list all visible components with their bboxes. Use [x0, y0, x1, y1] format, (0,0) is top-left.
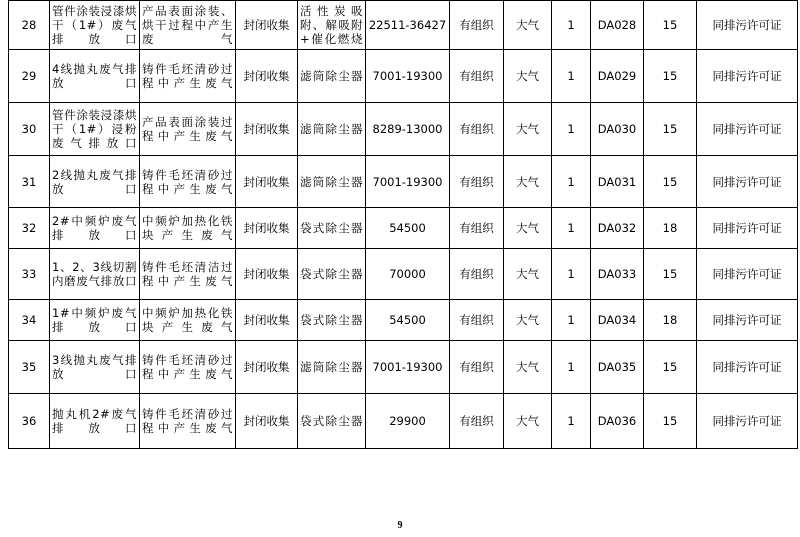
outlet-count-cell: 1 [552, 249, 591, 300]
pollution-source-cell: 产品表面涂装过程中产生废气 [140, 103, 236, 156]
outlet-count-cell: 1 [552, 156, 591, 208]
pollution-source-cell: 铸件毛坯清砂过程中产生废气 [140, 341, 236, 394]
collection-method-cell: 封闭收集 [236, 1, 298, 50]
row-number-cell: 30 [9, 103, 50, 156]
collection-method-cell: 封闭收集 [236, 394, 298, 449]
table-row [9, 300, 798, 341]
outlet-count-cell: 1 [552, 50, 591, 103]
permit-basis-cell: 同排污许可证 [697, 341, 798, 394]
air-volume-cell: 29900 [366, 394, 450, 449]
table-body [9, 1, 798, 449]
table-row [9, 50, 798, 103]
emission-outlet-table [8, 0, 798, 449]
outlet-code-cell: DA032 [591, 208, 644, 249]
treatment-facility-cell: 滤筒除尘器 [298, 50, 366, 103]
permit-basis-cell: 同排污许可证 [697, 50, 798, 103]
pollution-source-cell: 铸件毛坯清砂过程中产生废气 [140, 50, 236, 103]
row-number-cell: 31 [9, 156, 50, 208]
stack-height-cell: 15 [644, 156, 697, 208]
air-volume-cell: 70000 [366, 249, 450, 300]
emission-medium-cell: 大气 [504, 300, 552, 341]
row-number-cell: 32 [9, 208, 50, 249]
air-volume-cell: 54500 [366, 208, 450, 249]
permit-basis-cell: 同排污许可证 [697, 394, 798, 449]
emission-form-cell: 有组织 [450, 249, 504, 300]
stack-height-cell: 15 [644, 249, 697, 300]
table-row [9, 341, 798, 394]
emission-medium-cell: 大气 [504, 103, 552, 156]
row-number-cell: 34 [9, 300, 50, 341]
emission-medium-cell: 大气 [504, 50, 552, 103]
outlet-name-cell: 1#中频炉废气排放口 [50, 300, 140, 341]
treatment-facility-cell: 滤筒除尘器 [298, 156, 366, 208]
emission-form-cell: 有组织 [450, 156, 504, 208]
outlet-name-cell: 抛丸机2#废气排放口 [50, 394, 140, 449]
treatment-facility-cell: 滤筒除尘器 [298, 103, 366, 156]
collection-method-cell: 封闭收集 [236, 300, 298, 341]
table-row [9, 103, 798, 156]
page-number: 9 [397, 520, 403, 531]
emission-form-cell: 有组织 [450, 300, 504, 341]
collection-method-cell: 封闭收集 [236, 103, 298, 156]
outlet-name-cell: 3线抛丸废气排放口 [50, 341, 140, 394]
emission-form-cell: 有组织 [450, 341, 504, 394]
table-row [9, 249, 798, 300]
permit-basis-cell: 同排污许可证 [697, 1, 798, 50]
permit-basis-cell: 同排污许可证 [697, 103, 798, 156]
outlet-count-cell: 1 [552, 341, 591, 394]
air-volume-cell: 7001-19300 [366, 50, 450, 103]
collection-method-cell: 封闭收集 [236, 249, 298, 300]
stack-height-cell: 15 [644, 103, 697, 156]
emission-medium-cell: 大气 [504, 156, 552, 208]
air-volume-cell: 54500 [366, 300, 450, 341]
outlet-code-cell: DA034 [591, 300, 644, 341]
stack-height-cell: 18 [644, 300, 697, 341]
outlet-code-cell: DA029 [591, 50, 644, 103]
permit-basis-cell: 同排污许可证 [697, 208, 798, 249]
air-volume-cell: 22511-36427 [366, 1, 450, 50]
outlet-count-cell: 1 [552, 394, 591, 449]
collection-method-cell: 封闭收集 [236, 208, 298, 249]
permit-basis-cell: 同排污许可证 [697, 300, 798, 341]
emission-medium-cell: 大气 [504, 249, 552, 300]
treatment-facility-cell: 袋式除尘器 [298, 249, 366, 300]
table-row [9, 394, 798, 449]
treatment-facility-cell: 袋式除尘器 [298, 300, 366, 341]
outlet-code-cell: DA028 [591, 1, 644, 50]
collection-method-cell: 封闭收集 [236, 341, 298, 394]
emission-form-cell: 有组织 [450, 50, 504, 103]
emission-medium-cell: 大气 [504, 341, 552, 394]
stack-height-cell: 15 [644, 50, 697, 103]
emission-form-cell: 有组织 [450, 208, 504, 249]
outlet-name-cell: 1、2、3线切割内磨废气排放口 [50, 249, 140, 300]
outlet-code-cell: DA033 [591, 249, 644, 300]
pollution-source-cell: 铸件毛坯清砂过程中产生废气 [140, 156, 236, 208]
outlet-code-cell: DA036 [591, 394, 644, 449]
emission-form-cell: 有组织 [450, 1, 504, 50]
air-volume-cell: 7001-19300 [366, 341, 450, 394]
emission-medium-cell: 大气 [504, 1, 552, 50]
outlet-code-cell: DA035 [591, 341, 644, 394]
outlet-code-cell: DA030 [591, 103, 644, 156]
treatment-facility-cell: 袋式除尘器 [298, 394, 366, 449]
table-row [9, 1, 798, 50]
row-number-cell: 29 [9, 50, 50, 103]
outlet-count-cell: 1 [552, 103, 591, 156]
outlet-name-cell: 2线抛丸废气排放口 [50, 156, 140, 208]
emission-form-cell: 有组织 [450, 394, 504, 449]
outlet-count-cell: 1 [552, 300, 591, 341]
row-number-cell: 35 [9, 341, 50, 394]
outlet-name-cell: 管件涂装浸漆烘干（1#）废气排放口 [50, 1, 140, 50]
row-number-cell: 28 [9, 1, 50, 50]
collection-method-cell: 封闭收集 [236, 156, 298, 208]
treatment-facility-cell: 袋式除尘器 [298, 208, 366, 249]
permit-basis-cell: 同排污许可证 [697, 249, 798, 300]
treatment-facility-cell: 活性炭吸附、解吸附+催化燃烧 [298, 1, 366, 50]
pollution-source-cell: 产品表面涂装、烘干过程中产生废气 [140, 1, 236, 50]
outlet-name-cell: 管件涂装浸漆烘干（1#）浸粉废气排放口 [50, 103, 140, 156]
table-row [9, 156, 798, 208]
collection-method-cell: 封闭收集 [236, 50, 298, 103]
stack-height-cell: 15 [644, 341, 697, 394]
pollution-source-cell: 中频炉加热化铁块产生废气 [140, 300, 236, 341]
stack-height-cell: 18 [644, 208, 697, 249]
permit-basis-cell: 同排污许可证 [697, 156, 798, 208]
outlet-count-cell: 1 [552, 1, 591, 50]
emission-medium-cell: 大气 [504, 208, 552, 249]
stack-height-cell: 15 [644, 1, 697, 50]
table-row [9, 208, 798, 249]
outlet-name-cell: 4线抛丸废气排放口 [50, 50, 140, 103]
row-number-cell: 33 [9, 249, 50, 300]
outlet-name-cell: 2#中频炉废气排放口 [50, 208, 140, 249]
outlet-code-cell: DA031 [591, 156, 644, 208]
pollution-source-cell: 铸件毛坯清砂过程中产生废气 [140, 394, 236, 449]
air-volume-cell: 7001-19300 [366, 156, 450, 208]
row-number-cell: 36 [9, 394, 50, 449]
emission-medium-cell: 大气 [504, 394, 552, 449]
stack-height-cell: 15 [644, 394, 697, 449]
emission-form-cell: 有组织 [450, 103, 504, 156]
treatment-facility-cell: 滤筒除尘器 [298, 341, 366, 394]
outlet-count-cell: 1 [552, 208, 591, 249]
air-volume-cell: 8289-13000 [366, 103, 450, 156]
pollution-source-cell: 中频炉加热化铁块产生废气 [140, 208, 236, 249]
pollution-source-cell: 铸件毛坯清洁过程中产生废气 [140, 249, 236, 300]
